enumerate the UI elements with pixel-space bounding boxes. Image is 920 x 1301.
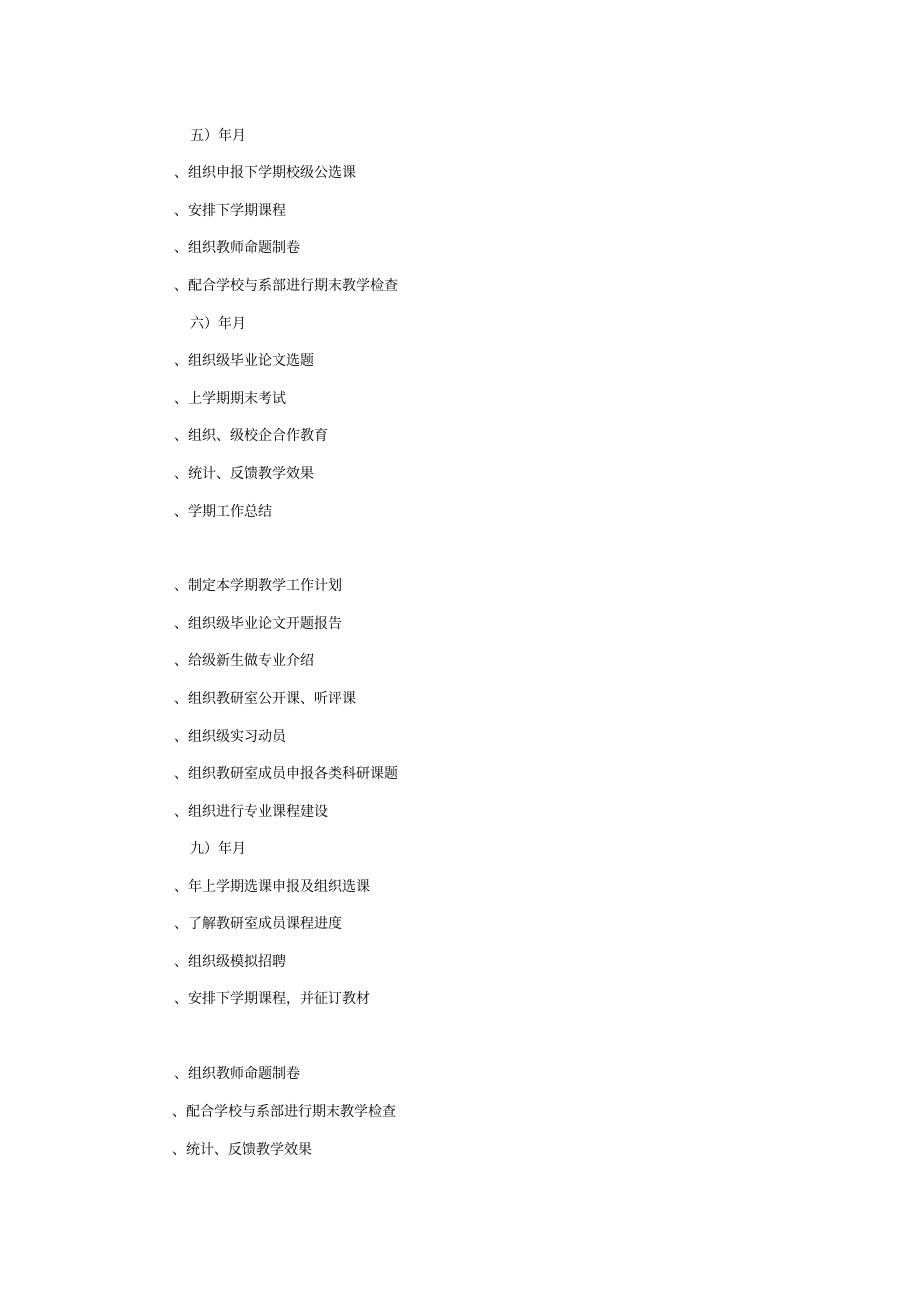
list-item: 、统计、反馈教学效果 <box>172 1142 312 1158</box>
list-item: 、组织、级校企合作教育 <box>174 428 328 444</box>
list-item: 、组织教师命题制卷 <box>174 240 300 256</box>
list-item: 、组织级模拟招聘 <box>174 954 286 970</box>
section-heading: 五）年月 <box>190 128 246 144</box>
list-item: 、组织教师命题制卷 <box>174 1066 300 1082</box>
section-heading: 九）年月 <box>190 841 246 857</box>
list-item: 、制定本学期教学工作计划 <box>174 578 342 594</box>
list-item: 、组织级毕业论文开题报告 <box>174 616 342 632</box>
list-item: 、年上学期选课申报及组织选课 <box>174 879 370 895</box>
list-item: 、组织级实习动员 <box>174 729 286 745</box>
list-item: 、组织教研室成员申报各类科研课题 <box>174 766 398 782</box>
section-heading: 六）年月 <box>190 316 246 332</box>
list-item: 、了解教研室成员课程进度 <box>174 916 342 932</box>
list-item: 、安排下学期课程 <box>174 203 286 219</box>
list-item: 、组织申报下学期校级公选课 <box>174 165 356 181</box>
list-item: 、学期工作总结 <box>174 504 272 520</box>
list-item: 、组织进行专业课程建设 <box>174 804 328 820</box>
list-item: 、上学期期末考试 <box>174 391 286 407</box>
list-item: 、安排下学期课程，并征订教材 <box>174 991 370 1007</box>
list-item: 、给级新生做专业介绍 <box>174 653 314 669</box>
list-item: 、配合学校与系部进行期末教学检查 <box>172 1104 396 1120</box>
list-item: 、组织教研室公开课、听评课 <box>174 691 356 707</box>
list-item: 、配合学校与系部进行期末教学检查 <box>174 278 398 294</box>
list-item: 、组织级毕业论文选题 <box>174 353 314 369</box>
list-item: 、统计、反馈教学效果 <box>174 466 314 482</box>
